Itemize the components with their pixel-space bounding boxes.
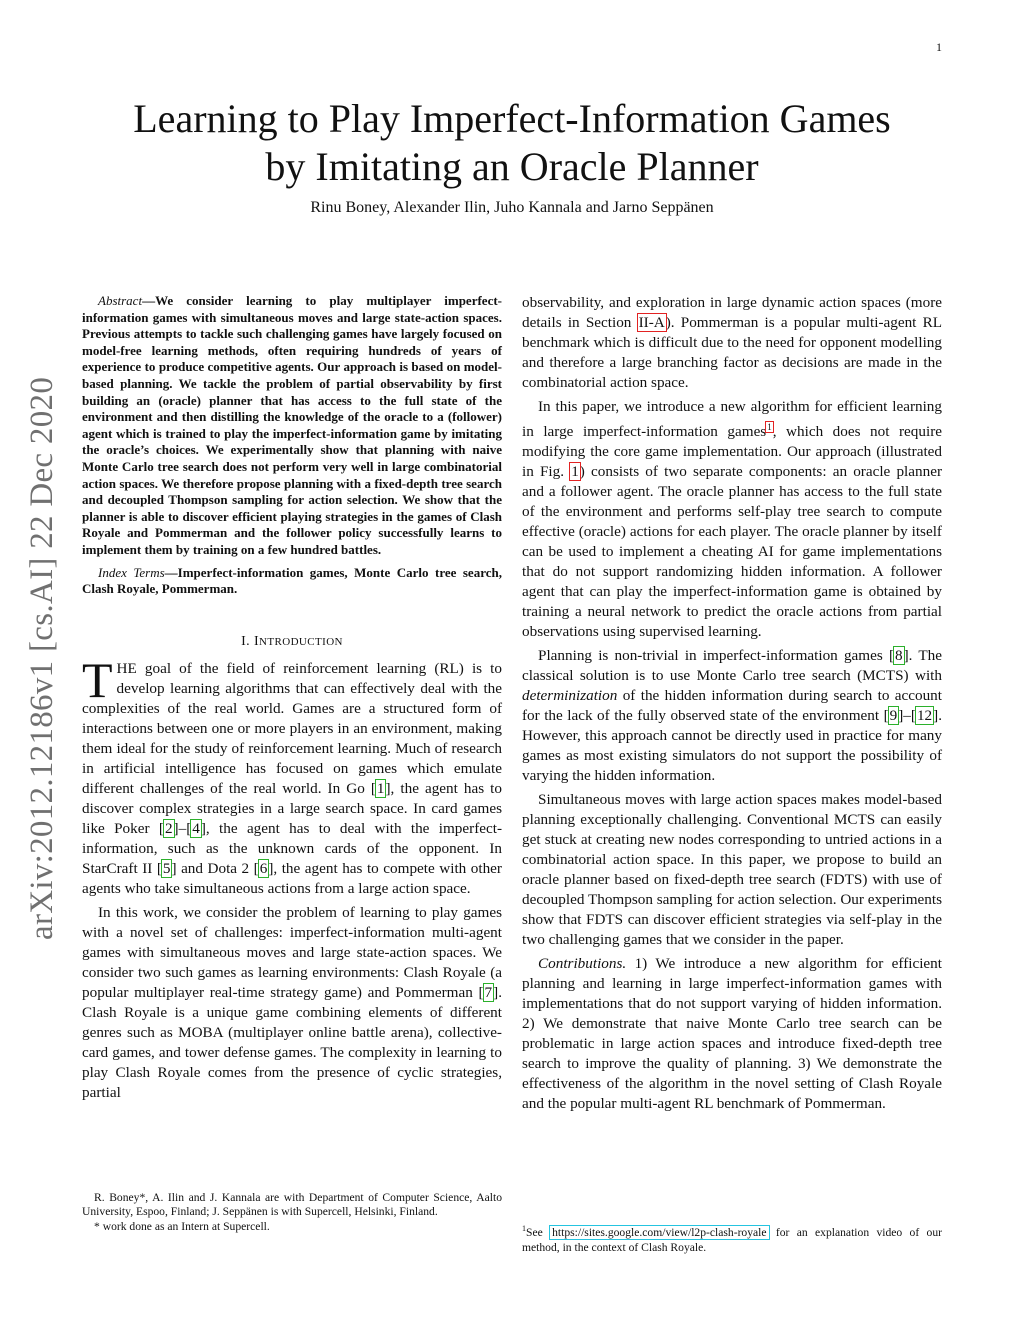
author-list: Rinu Boney, Alexander Ilin, Juho Kannala and Jarno Seppänen — [310, 199, 714, 216]
url-footnote: $^1$See https://sites.google.com/view/l2p-clash-royale for an explanation video of our method, in the context of Clash Royale. — [522, 1224, 943, 1254]
section-reference-link[interactable]: II-A — [638, 314, 665, 331]
left-column — [82, 293, 502, 1103]
introduction-body-left — [82, 651, 503, 1103]
citation-link[interactable]: 4 — [192, 819, 200, 837]
affiliation-text: R. Boney*, A. Ilin and J. Kannala are with Department of Computer Science, Aalto University, Espoo, Finland; J. Seppänen is with Supercell, Helsinki, Finland. — [82, 1191, 502, 1219]
citation-link[interactable]: 6 — [259, 859, 268, 877]
footnote-marker-link[interactable]: 1 — [767, 422, 772, 432]
abstract — [82, 293, 502, 559]
index-terms-label: Index Terms — [98, 564, 165, 580]
intro-paragraph-4: Planning is non-trivial in imperfect-information games [8]. The classical solution is to use Monte Carlo tree search (MCTS) with determinization of the hidden information during search to account for the lack of the fully observed state of the environment [9]–[12]. However, this approach cannot be directly used in practice for many games as most existing simulators do not support the possibility of varying the hidden information. — [522, 647, 942, 785]
citation-link[interactable]: 5 — [162, 859, 171, 877]
citation-link[interactable]: 7 — [484, 983, 493, 1001]
index-terms — [82, 565, 502, 598]
index-terms-text: —Imperfect-information games, Monte Carlo tree search, Clash Royale, Pommerman. — [82, 564, 502, 597]
intro-paragraph-continued: observability, and exploration in large dynamic action spaces (more details in Section II-A). Pommerman is a popular multi-agent RL benchmark which is difficult due to the need for opponent modelling and therefore a large branching factor as decisions are made in the combinatorial action space. — [522, 294, 942, 391]
title-line-2: by Imitating an Oracle Planner — [265, 144, 759, 189]
abstract-label: Abstract — [98, 293, 143, 308]
abstract-text: —We consider learning to play multiplayer imperfect-information games with simultaneous moves and large state-action spaces. Previous attempts to tackle such challenging games have largely focused on model-free learning methods, often requiring hundreds of years of experience to produce competitive agents. Our approach is based on model-based planning. We tackle the problem of partial observability by first building an (oracle) planner that has access to the full state of the environment and then distilling the knowledge of the oracle to a (follower) agent which is trained to play the imperfect-information game by imitating the oracle’s choices. We experimentally show that planning with naive Monte Carlo tree search does not perform very well in large combinatorial action spaces. We therefore propose planning with a fixed-depth tree search and decoupled Thompson sampling for action selection. We show that the planner is able to discover efficient playing strategies in the games of Clash Royale and Pommerman and the follower policy successfully learns to implement them by training on a few hundred battles. — [82, 293, 502, 557]
intro-paragraph-3: In this paper, we introduce a new algorithm for efficient learning in large imperfect-information games$^1$, which does not require modifying the core game implementation. Our approach (illustrated in Fig. 1) consists of two separate components: an oracle planner and a follower agent. The oracle planner has access to the full state of the environment and performs self-play tree search to compute effective (oracle) actions for each player. The oracle planner by itself can be used to implement a cheating AI for game implementations that do not support randomizing hidden information. A follower agent that can play the imperfect-information game is obtained by training a neural network to predict the oracle actions from partial observations using supervised learning. — [522, 398, 943, 641]
affiliation-footnote — [82, 1191, 502, 1234]
right-column — [522, 293, 942, 1114]
section-heading-introduction: I. INTRODUCTION — [241, 633, 343, 649]
intro-paragraph-1: THE goal of the field of reinforcement learning (RL) is to develop learning algorithms that can effectively deal with the complexities of the real world. Games are a structured form of interactions between one or more players in an environment, making them ideal for the study of reinforcement learning. Much of research in artificial intelligence has focused on games which emulate different challenges of the real world. In Go [1], the agent has to discover complex strategies in a large search space. In card games like Poker [2]–[4], the agent has to deal with the imperfect-information, such as the unknown cards of the opponent. In StarCraft II [5] and Dota 2 [6], the agent has to compete with other agents who take simultaneous actions from a large action space. — [82, 651, 503, 897]
title-line-1: Learning to Play Imperfect-Information Games — [133, 96, 891, 141]
paper-title — [0, 95, 1024, 191]
intro-paragraph-5: Simultaneous moves with large action spaces makes model-based planning exceptionally challenging. Conventional MCTS can easily get stuck at creating new nodes corresponding to untried actions in a combinatorial action space. In this paper, we propose to build an oracle planner based on fixed-depth tree search (FDTS) with use of decoupled Thompson sampling for action selection. Our experiments show that FDTS can discover efficient strategies via self-play in the two challenging games that we consider in the paper. — [522, 791, 942, 949]
citation-link[interactable]: 9 — [889, 707, 898, 725]
citation-link[interactable]: 8 — [895, 647, 903, 665]
contributions-paragraph: Contributions. 1) We introduce a new algorithm for efficient planning and learning in large imperfect-information games with implementations that do not support varying of hidden information. 2) We demonstrate that naive Monte Carlo tree search can be problematic in large action spaces and introduce fixed-depth tree search to improve the quality of planning. 3) We demonstrate the effectiveness of the algorithm in the novel setting of Clash Royale and the popular multi-agent RL benchmark of Pommerman. — [522, 955, 942, 1113]
intern-note: * work done as an Intern at Supercell. — [94, 1219, 270, 1233]
arxiv-identifier-stamp: arXiv:2012.12186v1 [cs.AI] 22 Dec 2020 — [24, 376, 60, 940]
citation-link[interactable]: 1 — [376, 779, 385, 797]
figure-reference-link[interactable]: 1 — [571, 463, 579, 481]
citation-link[interactable]: 2 — [164, 819, 173, 837]
introduction-body-right — [522, 293, 942, 1114]
page-number: 1 — [936, 40, 942, 54]
drop-cap: T — [82, 651, 113, 708]
contributions-label: Contributions. — [538, 955, 627, 973]
project-url-link[interactable]: https://sites.google.com/view/l2p-clash-royale — [552, 1225, 767, 1239]
footnote-number: 1 — [522, 1224, 526, 1233]
intro-paragraph-2: In this work, we consider the problem of learning to play games with a novel set of challenges: imperfect-information multi-agent games with simultaneous moves and large state-action spaces. We consider two such games as learning environments: Clash Royale (a popular multiplayer real-time strategy game) and Pommerman [7]. Clash Royale is a unique game combining elements of different genres such as MOBA (multiplayer online battle arena), collective-card games, and tower defense games. The complexity in learning to play Clash Royale comes from the presence of cyclic strategies, partial — [82, 903, 502, 1101]
citation-link[interactable]: 12 — [916, 707, 933, 725]
